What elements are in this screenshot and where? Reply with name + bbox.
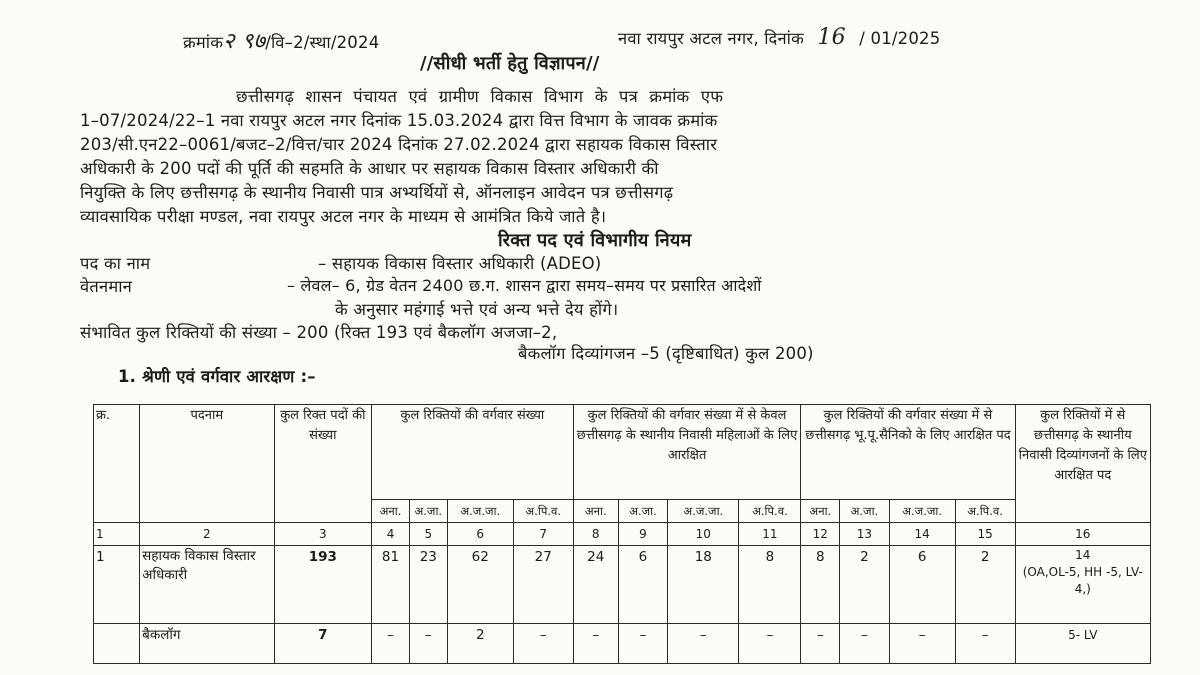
reservation-table (93, 404, 1151, 664)
vacancy-line-2: बैकलॉग दिव्यांगजन –5 (दृष्टिबाधित) कुल 200) (518, 344, 814, 363)
intro-line-6: व्यावसायिक परीक्षा मण्डल, नवा रायपुर अटल नगर के माध्यम से आमंत्रित किये जाते है। (80, 207, 607, 226)
cat-obc-2: अ.पि.व. (739, 500, 801, 523)
cat-sc-1: अ.जा. (409, 500, 447, 523)
place-prefix: नवा रायपुर अटल नगर, दिनांक (618, 29, 804, 48)
advertisement-title: //सीधी भर्ती हेतु विज्ञापन// (420, 53, 600, 74)
cat-st-1: अ.ज.जा. (447, 500, 513, 523)
vacancy-line-1: संभावित कुल रिक्तियों की संख्या – 200 (रिक्त 193 एवं बैकलॉग अजजा–2, (80, 323, 558, 342)
cat-obc-3: अ.पि.व. (955, 500, 1015, 523)
header-sno: क्र. (94, 405, 140, 523)
header-post-name: पदनाम (140, 405, 274, 523)
reservation-subheading: 1. श्रेणी एवं वर्गवार आरक्षण :– (118, 367, 316, 386)
col-num-11: 11 (739, 523, 801, 546)
row1-post: सहायक विकास विस्तार अधिकारी (140, 546, 274, 624)
row2-v3: 2 (447, 624, 513, 664)
intro-line-2: 1–07/2024/22–1 नवा रायपुर अटल नगर दिनांक 15.03.2024 द्वारा वित्त विभाग के जावक क्रमांक (80, 111, 718, 130)
row2-v11: – (889, 624, 955, 664)
row2-v7: – (668, 624, 739, 664)
row2-v4: – (513, 624, 573, 664)
cat-ur-1: अना. (372, 500, 410, 523)
ref-prefix: क्रमांक (183, 33, 224, 52)
col-num-5: 5 (409, 523, 447, 546)
ref-handwritten-number: २ ९७ (223, 29, 266, 54)
date-handwritten-day: 16 (817, 25, 846, 50)
section-heading: रिक्त पद एवं विभागीय नियम (498, 230, 692, 251)
pay-line-2: के अनुसार महंगाई भत्ते एवं अन्य भत्ते देय होंगे। (335, 300, 619, 319)
intro-line-4: अधिकारी के 200 पदों की पूर्ति की सहमति के आधार पर सहायक विकास विस्तार अधिकारी की (80, 159, 659, 178)
header-category-total: कुल रिक्तियों की वर्गवार संख्या (372, 405, 574, 500)
table-header-row (94, 405, 1151, 500)
row1-v4: 27 (513, 546, 573, 624)
col-num-13: 13 (840, 523, 889, 546)
header-total-posts: कुल रिक्त पदों की संख्या (274, 405, 372, 523)
row1-v12: 2 (955, 546, 1015, 624)
row1-v7: 18 (668, 546, 739, 624)
header-women-reserved: कुल रिक्तियों की वर्गवार संख्या में से केवल छत्तीसगढ़ के स्थानीय निवासी महिलाओं के लिए आरक्षित (573, 405, 801, 500)
reference-line (183, 25, 379, 55)
row1-v5: 24 (573, 546, 618, 624)
row1-sno: 1 (94, 546, 140, 624)
intro-line-5: नियुक्ति के लिए छत्तीसगढ़ के स्थानीय निवासी पात्र अभ्यर्थियों से, ऑनलाइन आवेदन पत्र छत्तीसगढ़ (80, 183, 674, 202)
table-row (94, 546, 1151, 624)
cat-st-2: अ.ज.जा. (668, 500, 739, 523)
date-suffix: / 01/2025 (859, 29, 941, 48)
intro-line-1: छत्तीसगढ़ शासन पंचायत एवं ग्रामीण विकास विभाग के पत्र क्रमांक एफ (236, 87, 724, 106)
header-ex-servicemen-reserved: कुल रिक्तियों की वर्गवार संख्या में से छत्तीसगढ़ भू.पू.सैनिको के लिए आरक्षित पद (801, 405, 1015, 500)
col-num-9: 9 (618, 523, 667, 546)
ref-suffix: /वि–2/स्था/2024 (265, 33, 380, 52)
row2-v1: – (372, 624, 410, 664)
row2-divyang: 5- LV (1015, 624, 1150, 664)
row1-divyang-detail: (OA,OL-5, HH -5, LV-4,) (1022, 565, 1143, 596)
row1-v8: 8 (739, 546, 801, 624)
pay-label: वेतनमान (80, 277, 133, 296)
col-num-12: 12 (801, 523, 840, 546)
col-num-3: 3 (274, 523, 372, 546)
col-num-8: 8 (573, 523, 618, 546)
row2-post: बैकलॉग (140, 624, 274, 664)
row1-v1: 81 (372, 546, 410, 624)
row2-v9: – (801, 624, 840, 664)
row2-v2: – (409, 624, 447, 664)
col-num-16: 16 (1015, 523, 1150, 546)
row1-v6: 6 (618, 546, 667, 624)
cat-ur-3: अना. (801, 500, 840, 523)
cat-st-3: अ.ज.जा. (889, 500, 955, 523)
post-value: – सहायक विकास विस्तार अधिकारी (ADEO) (318, 254, 602, 273)
col-num-7: 7 (513, 523, 573, 546)
row1-v3: 62 (447, 546, 513, 624)
row1-v2: 23 (409, 546, 447, 624)
pay-line-1: – लेवल– 6, ग्रेड वेतन 2400 छ.ग. शासन द्वारा समय–समय पर प्रसारित आदेशों (287, 276, 762, 295)
col-num-10: 10 (668, 523, 739, 546)
row2-v8: – (739, 624, 801, 664)
row2-v12: – (955, 624, 1015, 664)
cat-sc-3: अ.जा. (840, 500, 889, 523)
row2-v6: – (618, 624, 667, 664)
intro-line-3: 203/सी.एन22–0061/बजट–2/वित्त/चार 2024 दिनांक 27.02.2024 द्वारा सहायक विकास विस्तार (80, 135, 718, 154)
col-num-1: 1 (94, 523, 140, 546)
row1-divyang-cell (1015, 546, 1150, 624)
row1-v9: 8 (801, 546, 840, 624)
row2-sno (94, 624, 140, 664)
col-num-4: 4 (372, 523, 410, 546)
col-num-6: 6 (447, 523, 513, 546)
cat-ur-2: अना. (573, 500, 618, 523)
row1-divyang-count: 14 (1075, 548, 1091, 562)
row2-v10: – (840, 624, 889, 664)
row2-v5: – (573, 624, 618, 664)
row1-total: 193 (274, 546, 372, 624)
place-date-line (618, 25, 940, 50)
row1-v10: 2 (840, 546, 889, 624)
table-row (94, 624, 1151, 664)
col-num-14: 14 (889, 523, 955, 546)
table-column-number-row (94, 523, 1151, 546)
row1-v11: 6 (889, 546, 955, 624)
row2-total: 7 (274, 624, 372, 664)
col-num-15: 15 (955, 523, 1015, 546)
header-divyang-reserved: कुल रिक्तियों में से छत्तीसगढ़ के स्थानीय निवासी दिव्यांगजनों के लिए आरक्षित पद (1015, 405, 1150, 523)
col-num-2: 2 (140, 523, 274, 546)
cat-obc-1: अ.पि.व. (513, 500, 573, 523)
post-label: पद का नाम (80, 254, 151, 273)
cat-sc-2: अ.जा. (618, 500, 667, 523)
